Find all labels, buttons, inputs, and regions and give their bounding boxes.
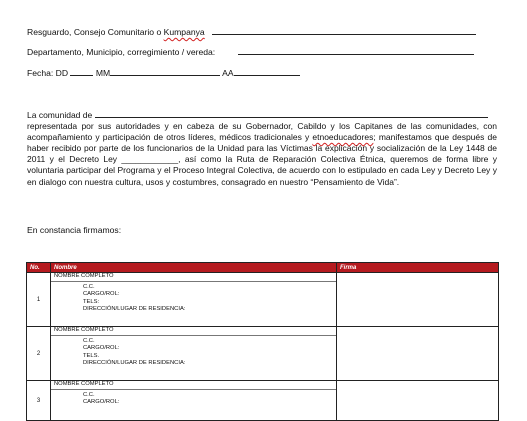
col-header-no: No. — [27, 263, 51, 273]
firma-cell[interactable] — [337, 273, 499, 327]
resguardo-label: Resguardo, Consejo Comunitario o — [27, 27, 164, 37]
table-row — [27, 327, 499, 381]
nombre-cell[interactable] — [51, 273, 337, 327]
table-row — [27, 381, 499, 421]
table-header-row — [27, 263, 499, 273]
row-number: 2 — [27, 327, 51, 381]
firma-cell[interactable] — [337, 381, 499, 421]
fecha-mm-blank[interactable] — [110, 67, 220, 76]
nombre-field: NOMBRE COMPLETO — [51, 381, 336, 390]
nombre-field: NOMBRE COMPLETO — [51, 327, 336, 336]
col-header-firma: Firma — [337, 263, 499, 273]
cc-field: C.C. — [83, 283, 95, 290]
fecha-aa-blank[interactable] — [234, 67, 300, 76]
fecha-aa-label: AA — [222, 68, 234, 78]
cargo-field: CARGO/ROL: — [83, 345, 120, 352]
paragraph-text-1: representada por sus autoridades y en cabeza de su Gobernador, Cabildo y los Capitanes de las comunidades, con acompañamiento y participación de otros líderes, médicos tradicionales y — [27, 121, 497, 143]
comunidad-blank[interactable] — [95, 109, 488, 118]
tels-field: TELS. — [83, 352, 100, 359]
signature-table — [26, 262, 499, 421]
resguardo-blank[interactable] — [212, 26, 476, 35]
resguardo-line — [27, 26, 476, 37]
table-row — [27, 273, 499, 327]
constancia-text: En constancia firmamos: — [27, 225, 122, 235]
departamento-label: Departamento, Municipio, corregimiento / vereda: — [27, 47, 216, 57]
tels-field: TELS: — [83, 298, 100, 305]
col-header-nombre: Nombre — [51, 263, 337, 273]
cc-field: C.C. — [83, 337, 95, 344]
departamento-blank[interactable] — [238, 46, 474, 55]
fecha-dd-blank[interactable] — [70, 67, 93, 76]
direccion-field: DIRECCIÓN/LUGAR DE RESIDENCIA: — [83, 306, 186, 313]
nombre-cell[interactable] — [51, 327, 337, 381]
comunidad-label: La comunidad de — [27, 110, 93, 120]
cargo-field: CARGO/ROL: — [83, 399, 120, 406]
fecha-line — [27, 67, 300, 78]
nombre-cell[interactable] — [51, 381, 337, 421]
nombre-field: NOMBRE COMPLETO — [51, 273, 336, 282]
departamento-line — [27, 46, 474, 57]
cc-field: C.C. — [83, 391, 95, 398]
cargo-field: CARGO/ROL: — [83, 291, 120, 298]
declaration-paragraph — [27, 109, 497, 188]
direccion-field: DIRECCIÓN/LUGAR DE RESIDENCIA: — [83, 360, 186, 367]
fecha-dd-label: Fecha: DD — [27, 68, 69, 78]
paragraph-text-2: ; manifestamos que después de haber recibido por parte de los funcionarios de la Unidad para las Víctimas la explicación y socialización de la Ley 1448 de 2011 y el Decreto Ley ____________, así como la Ruta de Reparación Colectiva Étnica, queremos de forma libre y voluntaria participar del Programa y el Proceso Integral Colectiva, de acuerdo con lo estipulado en cada Ley y Decreto Ley y en dialogo con nuestra cultura, usos y costumbres, consagrado en nuestro “Pensamiento de Vida”. — [27, 132, 497, 187]
fecha-mm-label: MM — [95, 68, 111, 78]
kumpanya-word: Kumpanya — [163, 27, 205, 37]
firma-cell[interactable] — [337, 327, 499, 381]
comunidad-line — [27, 109, 497, 121]
etnoeducadores-word: etnoeducadores — [312, 132, 374, 143]
row-number: 3 — [27, 381, 51, 421]
row-number: 1 — [27, 273, 51, 327]
